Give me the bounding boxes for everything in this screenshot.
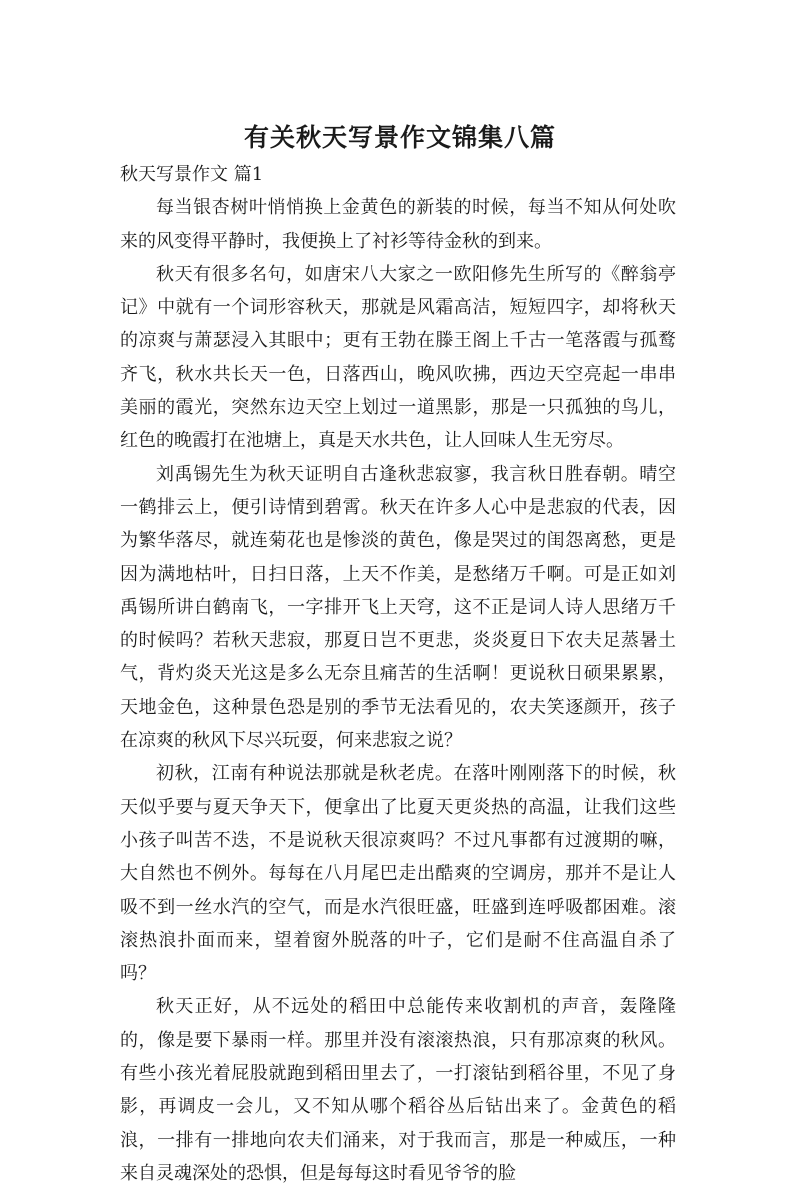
paragraph-3: 刘禹锡先生为秋天证明自古逢秋悲寂寥，我言秋日胜春朝。晴空一鹤排云上，便引诗情到碧霄。秋天在许多人心中是悲寂的代表，因为繁华落尽，就连菊花也是惨淡的黄色，像是哭过的闺怨离愁，更是因为满地枯叶，日扫日落，上天不作美，是愁绪万千啊。可是正如刘禹锡所讲白鹤南飞，一字排开飞上天穹，这不正是词人诗人思绪万千的时候吗？若秋天悲寂，那夏日岂不更悲，炎炎夏日下农夫足蒸暑土气，背灼炎天光这是多么无奈且痛苦的生活啊！更说秋日硕果累累，天地金色，这种景色恐是别的季节无法看见的，农夫笑逐颜开，孩子在凉爽的秋风下尽兴玩耍，何来悲寂之说？ bbox=[120, 463, 676, 752]
paragraph-5: 秋天正好，从不远处的稻田中总能传来收割机的声音，轰隆隆的，像是要下暴雨一样。那里并没有滚滚热浪，只有那凉爽的秋风。有些小孩光着屁股就跑到稻田里去了，一打滚钻到稻谷里，不见了身影，再调皮一会儿，又不知从哪个稻谷丛后钻出来了。金黄色的稻浪，一排有一排地向农夫们涌来，对于我而言，那是一种威压，一种来自灵魂深处的恐惧，但是每每这时看见爷爷的脸 bbox=[120, 996, 676, 1184]
paragraph-2: 秋天有很多名句，如唐宋八大家之一欧阳修先生所写的《醉翁亭记》中就有一个词形容秋天，那就是风霜高洁，短短四字，却将秋天的凉爽与萧瑟浸入其眼中；更有王勃在滕王阁上千古一笔落霞与孤鹜齐飞，秋水共长天一色，日落西山，晚风吹拂，西边天空亮起一串串美丽的霞光，突然东边天空上划过一道黑影，那是一只孤独的鸟儿，红色的晚霞打在池塘上，真是天水共色，让人回味人生无穷尽。 bbox=[120, 263, 676, 452]
paragraph-1: 每当银杏树叶悄悄换上金黄色的新装的时候，每当不知从何处吹来的风变得平静时，我便换上了衬衫等待金秋的到来。 bbox=[120, 197, 676, 252]
section-heading: 秋天写景作文 篇1 bbox=[120, 164, 264, 185]
paragraph-4: 初秋，江南有种说法那就是秋老虎。在落叶刚刚落下的时候，秋天似乎要与夏天争天下，便拿出了比夏天更炎热的高温，让我们这些小孩子叫苦不迭，不是说秋天很凉爽吗？不过凡事都有过渡期的嘛，大自然也不例外。每每在八月尾巴走出酷爽的空调房，那并不是让人吸不到一丝水汽的空气，而是水汽很旺盛，旺盛到连呼吸都困难。滚滚热浪扑面而来，望着窗外脱落的叶子，它们是耐不住高温自杀了吗？ bbox=[120, 763, 676, 985]
document-title: 有关秋天写景作文锦集八篇 bbox=[243, 123, 556, 152]
document-body bbox=[120, 158, 676, 1190]
